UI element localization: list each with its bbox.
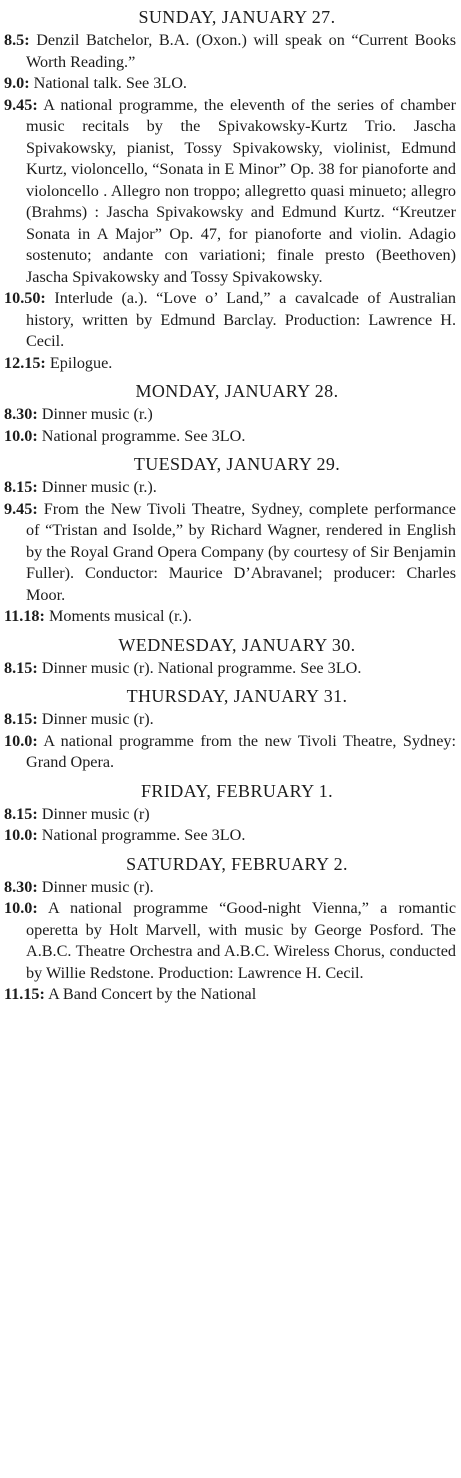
entry-time: 8.15: (4, 658, 38, 677)
programme-entry (4, 426, 456, 448)
programme-entry (4, 984, 456, 1006)
entry-text: Epilogue. (49, 353, 113, 372)
entry-text: National talk. See 3LO. (33, 74, 187, 92)
programme-entry (4, 30, 456, 73)
day-heading: TUESDAY, JANUARY 29. (133, 454, 341, 474)
programme-listing (4, 6, 456, 1006)
programme-entry (4, 804, 456, 826)
entry-text: Dinner music (r.) (41, 405, 153, 423)
entry-time: 9.45: (4, 95, 38, 114)
programme-entry (4, 877, 456, 899)
programme-entry (4, 898, 456, 984)
entry-time: 10.0: (4, 899, 38, 917)
entry-time: 10.0: (4, 826, 38, 844)
entry-time: 8.15: (4, 478, 38, 496)
entry-text: A national programme, the eleventh of the series of chamber music recitals by the Spivakowsky-Kurtz Trio. Jascha Spivakowsky, pianist, Tossy Spivakowsky, violinist, Edmund Kurtz, violoncello, “Sonata in E Minor” Op. 38 for pianoforte and violoncello . Allegro non troppo; allegretto quasi minueto; allegro (Brahms) : Jascha Spivakowsky and Edmund Kurtz. “Kreutzer Sonata in A Major” Op. 47, for pianoforte and violin. Adagio sostenuto; andante con variationi; finale presto (Beethoven) Jascha Spivakowsky and Tossy Spivakowsky. (26, 95, 456, 286)
programme-entry (4, 731, 456, 774)
entry-text: Dinner music (r). (41, 710, 154, 728)
entry-text: National programme. See 3LO. (41, 426, 246, 445)
entry-text: Dinner music (r). National programme. See 3LO. (41, 658, 362, 677)
entry-text: Denzil Batchelor, B.A. (Oxon.) will speak on “Current Books Worth Reading.” (26, 31, 457, 71)
programme-entry (4, 95, 456, 289)
entry-time: 11.18: (4, 607, 45, 625)
entry-text: Dinner music (r). (41, 877, 154, 896)
entry-time: 12.15: (4, 353, 46, 372)
entry-time: 8.15: (4, 804, 38, 823)
entry-time: 8.5: (4, 31, 30, 49)
entry-text: A national programme “Good-night Vienna,” a romantic operetta by Holt Marvell, with music by George Posford. The A.B.C. Theatre Orchestra and A.B.C. Wireless Chorus, conducted by Willie Redstone. Production: Lawrence H. Cecil. (26, 899, 457, 982)
programme-entry (4, 73, 456, 95)
entry-time: 8.30: (4, 405, 38, 423)
programme-entry (4, 709, 456, 731)
programme-entry (4, 825, 456, 847)
entry-time: 8.30: (4, 877, 38, 896)
day-heading: THURSDAY, JANUARY 31. (126, 686, 348, 706)
programme-entry (4, 353, 456, 375)
day-heading: MONDAY, JANUARY 28. (135, 381, 339, 401)
day-heading: SATURDAY, FEBRUARY 2. (126, 853, 348, 874)
day-heading: WEDNESDAY, JANUARY 30. (118, 634, 356, 655)
entry-time: 8.15: (4, 710, 38, 728)
entry-time: 10.0: (4, 731, 38, 750)
entry-text: A national programme from the new Tivoli Theatre, Sydney: Grand Opera. (26, 731, 456, 771)
entry-time: 11.15: (4, 985, 45, 1003)
entry-text: From the New Tivoli Theatre, Sydney, complete performance of “Tristan and Isolde,” by Richard Wagner, rendered in English by the Royal Grand Opera Company (by courtesy of Sir Benjamin Fuller). Conductor: Maurice D’Abravanel; producer: Charles Moor. (26, 499, 456, 604)
entry-text: Dinner music (r.). (41, 478, 157, 496)
programme-entry (4, 658, 456, 680)
entry-time: 9.45: (4, 499, 38, 518)
programme-entry (4, 606, 456, 628)
entry-text: Dinner music (r) (41, 804, 150, 823)
programme-entry (4, 288, 456, 353)
programme-entry (4, 499, 456, 607)
entry-text: A Band Concert by the National (48, 985, 257, 1003)
day-heading: FRIDAY, FEBRUARY 1. (141, 780, 333, 801)
day-heading: SUNDAY, JANUARY 27. (138, 7, 336, 27)
entry-time: 10.50: (4, 289, 46, 307)
entry-text: National programme. See 3LO. (41, 826, 246, 844)
entry-time: 10.0: (4, 426, 38, 445)
programme-entry (4, 477, 456, 499)
entry-time: 9.0: (4, 74, 30, 92)
programme-entry (4, 404, 456, 426)
entry-text: Moments musical (r.). (48, 607, 192, 625)
entry-text: Interlude (a.). “Love o’ Land,” a cavalcade of Australian history, written by Edmund Barclay. Production: Lawrence H. Cecil. (26, 289, 456, 350)
